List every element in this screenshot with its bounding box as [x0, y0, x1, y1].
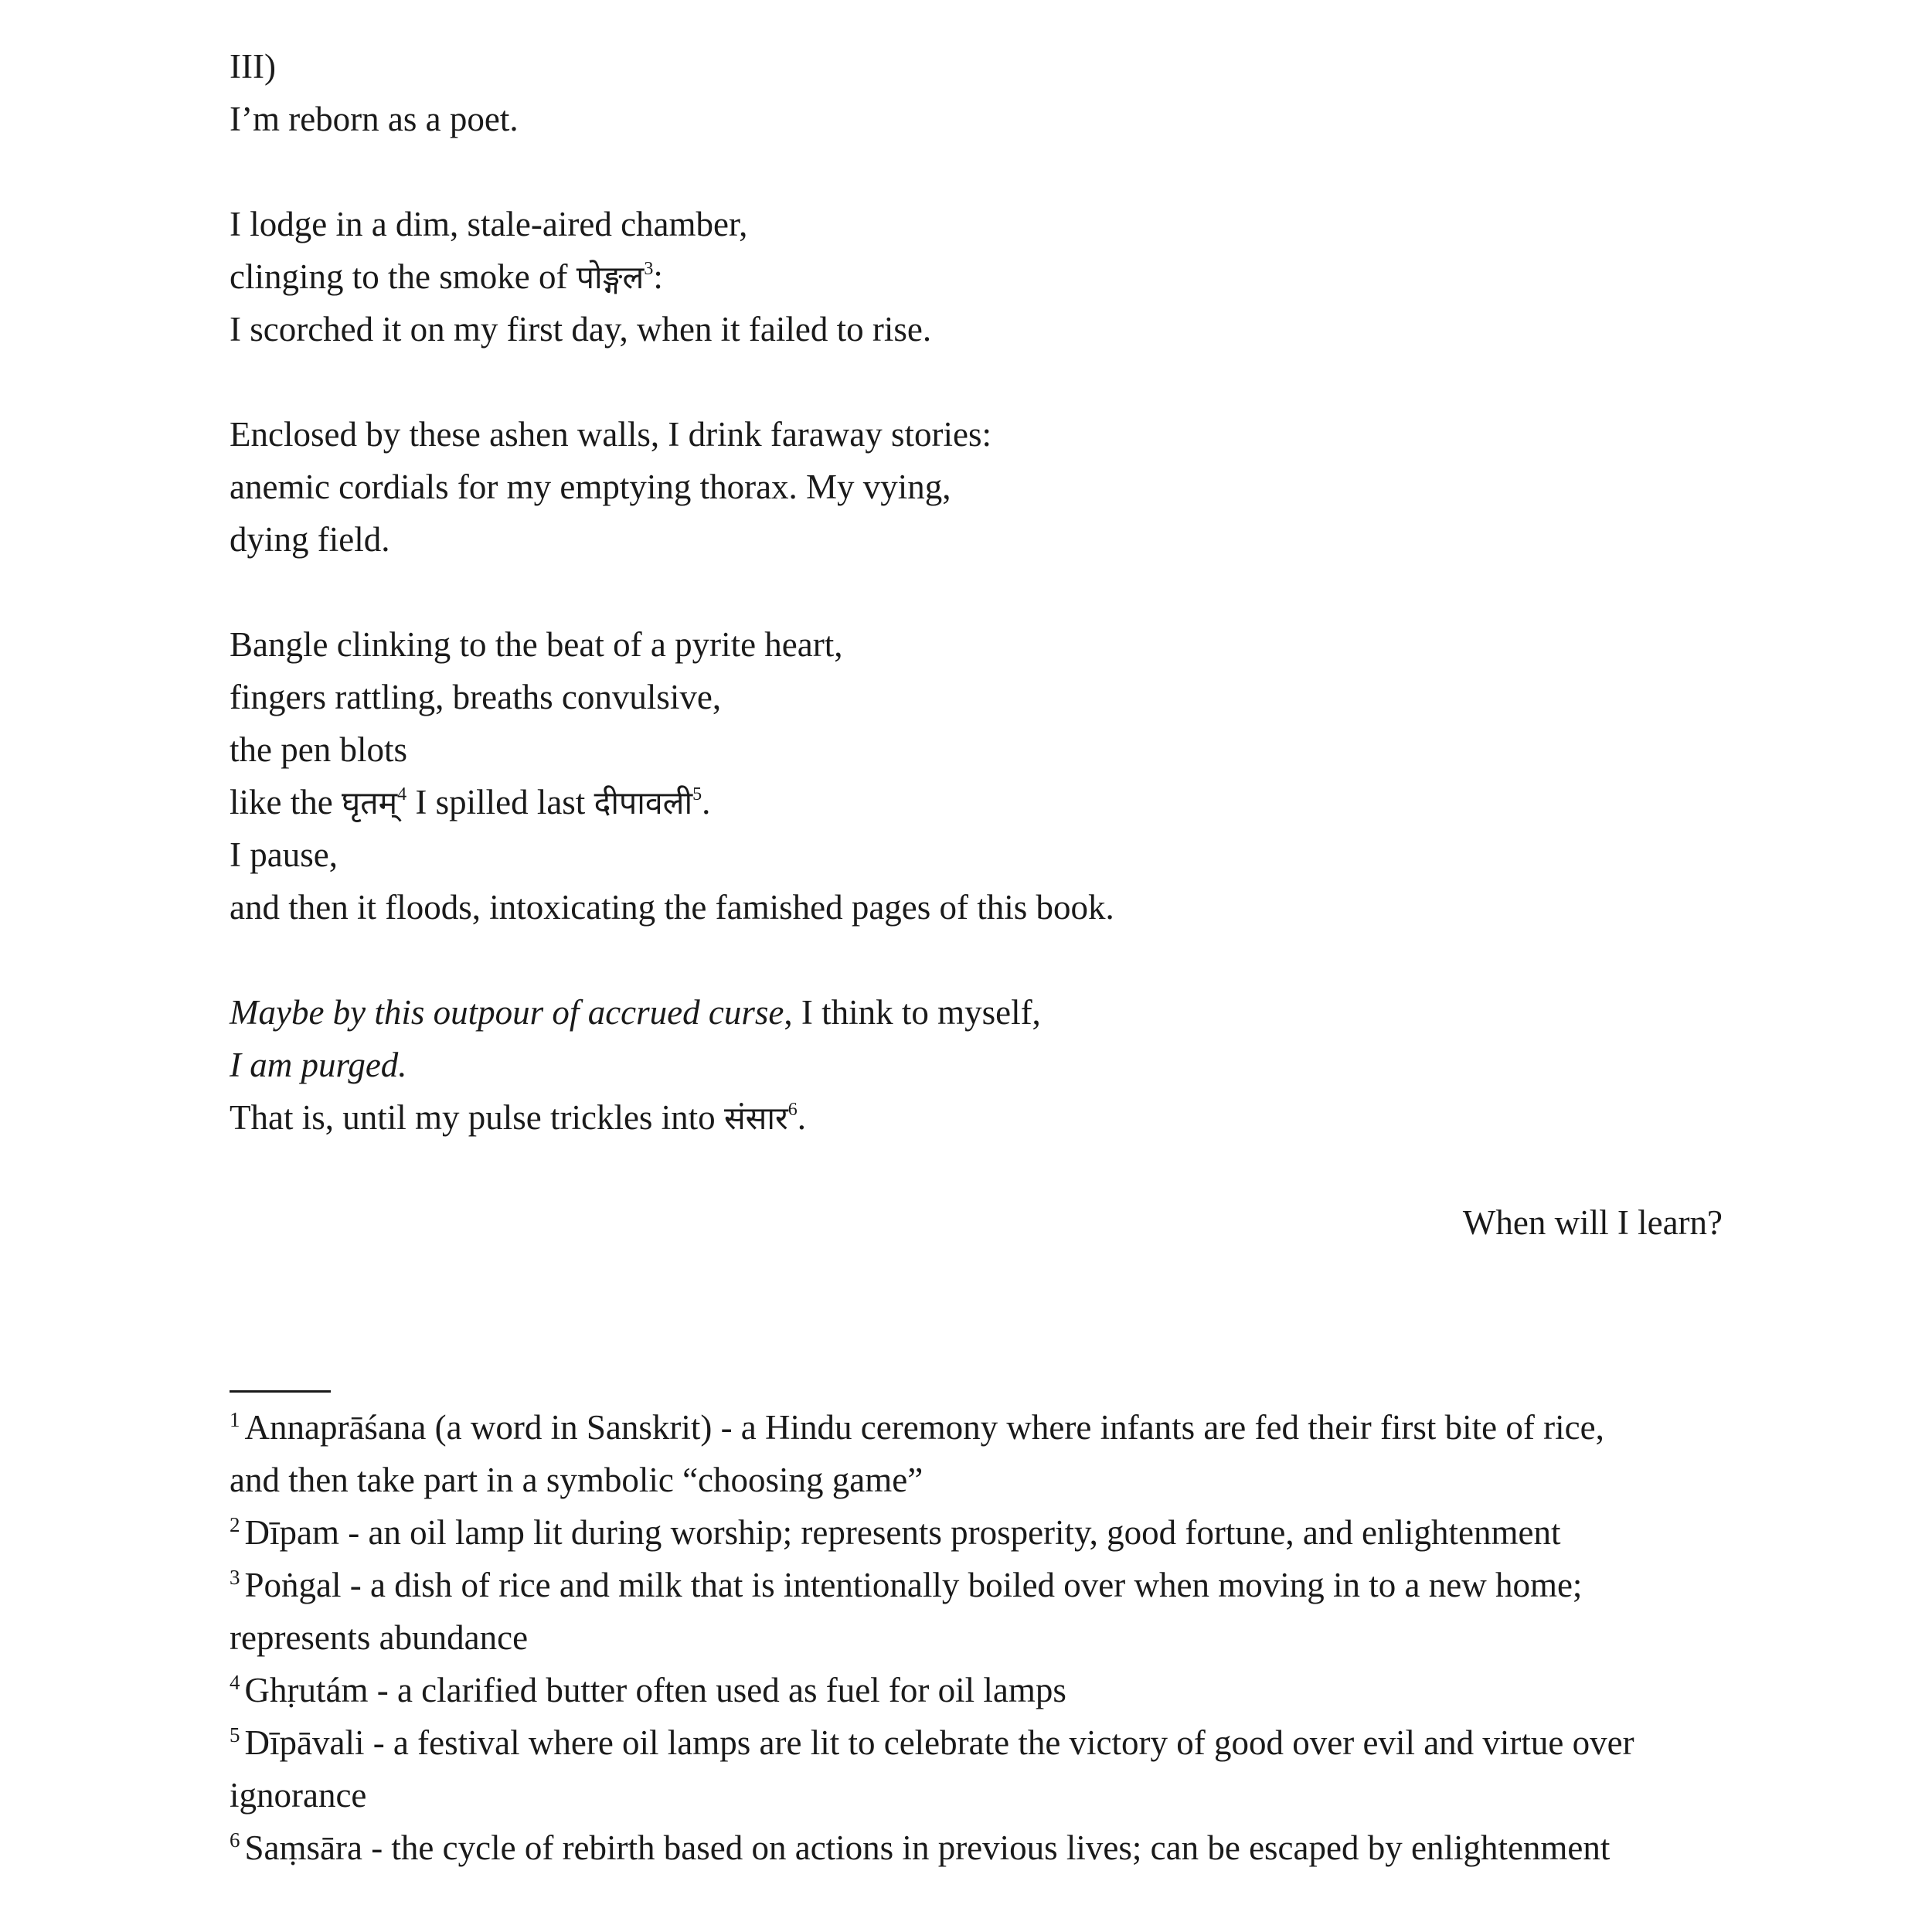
poem-line: the pen blots	[230, 730, 407, 769]
poem-text: , I think to myself,	[784, 993, 1041, 1032]
poem-line: I scorched it on my first day, when it failed to rise.	[230, 310, 932, 349]
poem-line: anemic cordials for my emptying thorax. My vying,	[230, 468, 951, 506]
footnote-2	[230, 1506, 1736, 1559]
footnote-ref: 4	[397, 784, 407, 804]
footnote-3	[230, 1559, 1736, 1611]
footnote-text: Poṅgal - a dish of rice and milk that is intentionally boiled over when moving in to a new home;	[244, 1566, 1583, 1604]
footnotes	[230, 1401, 1736, 1874]
poem-line: fingers rattling, breaths convulsive,	[230, 678, 722, 716]
poem-line	[230, 1039, 1723, 1091]
footnote-ref: 5	[692, 784, 702, 804]
footnote-number: 2	[230, 1513, 240, 1536]
poem-text: I spilled last	[406, 783, 594, 821]
stanza-break	[230, 355, 1723, 408]
poem-line: I’m reborn as a poet.	[230, 100, 519, 138]
poem	[230, 40, 1723, 1249]
devanagari-word: दीपावली	[594, 784, 693, 821]
poem-italic: Maybe by this outpour of accrued curse	[230, 993, 784, 1032]
footnote-ref: 3	[644, 259, 654, 279]
poem-line: dying field.	[230, 520, 390, 559]
footnote-text: Dīpam - an oil lamp lit during worship; represents prosperity, good fortune, and enlightenment	[244, 1513, 1561, 1552]
footnote-3-continued: represents abundance	[230, 1618, 529, 1657]
footnote-1	[230, 1401, 1736, 1454]
poem-line	[230, 250, 1723, 303]
poem-line: and then it floods, intoxicating the famished pages of this book.	[230, 888, 1114, 927]
poem-text: like the	[230, 783, 342, 821]
poem-line: Enclosed by these ashen walls, I drink faraway stories:	[230, 415, 992, 454]
footnote-number: 3	[230, 1566, 240, 1589]
section-heading: III)	[230, 47, 276, 86]
footnote-5-continued: ignorance	[230, 1776, 367, 1815]
poem-text: .	[797, 1098, 807, 1137]
stanza-break	[230, 145, 1723, 198]
footnote-number: 5	[230, 1723, 240, 1747]
footnote-1-continued: and then take part in a symbolic “choosing game”	[230, 1461, 923, 1499]
poem-text: That is, until my pulse trickles into	[230, 1098, 724, 1137]
footnote-text: Saṃsāra - the cycle of rebirth based on actions in previous lives; can be escaped by enlightenment	[244, 1828, 1611, 1867]
footnote-5	[230, 1716, 1736, 1769]
poem-line	[230, 986, 1723, 1039]
poem-text: clinging to the smoke of	[230, 257, 577, 296]
devanagari-word: घृतम्	[341, 784, 398, 821]
poem-line	[230, 776, 1723, 828]
footnote-text: Dīpāvali - a festival where oil lamps are lit to celebrate the victory of good over evil and virtue over	[244, 1723, 1634, 1762]
stanza-break	[230, 566, 1723, 618]
poem-text: .	[702, 783, 711, 821]
footnote-number: 1	[230, 1408, 240, 1431]
devanagari-word: पोङ्गल	[576, 259, 645, 296]
poem-line: I pause,	[230, 835, 338, 874]
poem-line: I lodge in a dim, stale-aired chamber,	[230, 205, 748, 243]
poem-line: Bangle clinking to the beat of a pyrite heart,	[230, 625, 843, 664]
footnote-text: Ghṛutám - a clarified butter often used as fuel for oil lamps	[244, 1671, 1066, 1709]
footnote-4	[230, 1664, 1736, 1716]
closing-line: When will I learn?	[1462, 1203, 1723, 1242]
footnote-ref: 6	[787, 1100, 798, 1120]
footnote-text: Annaprāśana (a word in Sanskrit) - a Hindu ceremony where infants are fed their first bite of rice,	[244, 1408, 1604, 1447]
poem-line	[230, 1091, 1723, 1144]
footnote-number: 4	[230, 1671, 240, 1694]
footnote-separator	[230, 1390, 331, 1393]
poem-italic: I am purged.	[230, 1046, 407, 1084]
stanza-break	[230, 1144, 1723, 1196]
devanagari-word: संसार	[723, 1100, 788, 1137]
footnote-6	[230, 1821, 1736, 1874]
poem-text: :	[653, 257, 663, 296]
stanza-break	[230, 934, 1723, 986]
footnote-number: 6	[230, 1828, 240, 1852]
